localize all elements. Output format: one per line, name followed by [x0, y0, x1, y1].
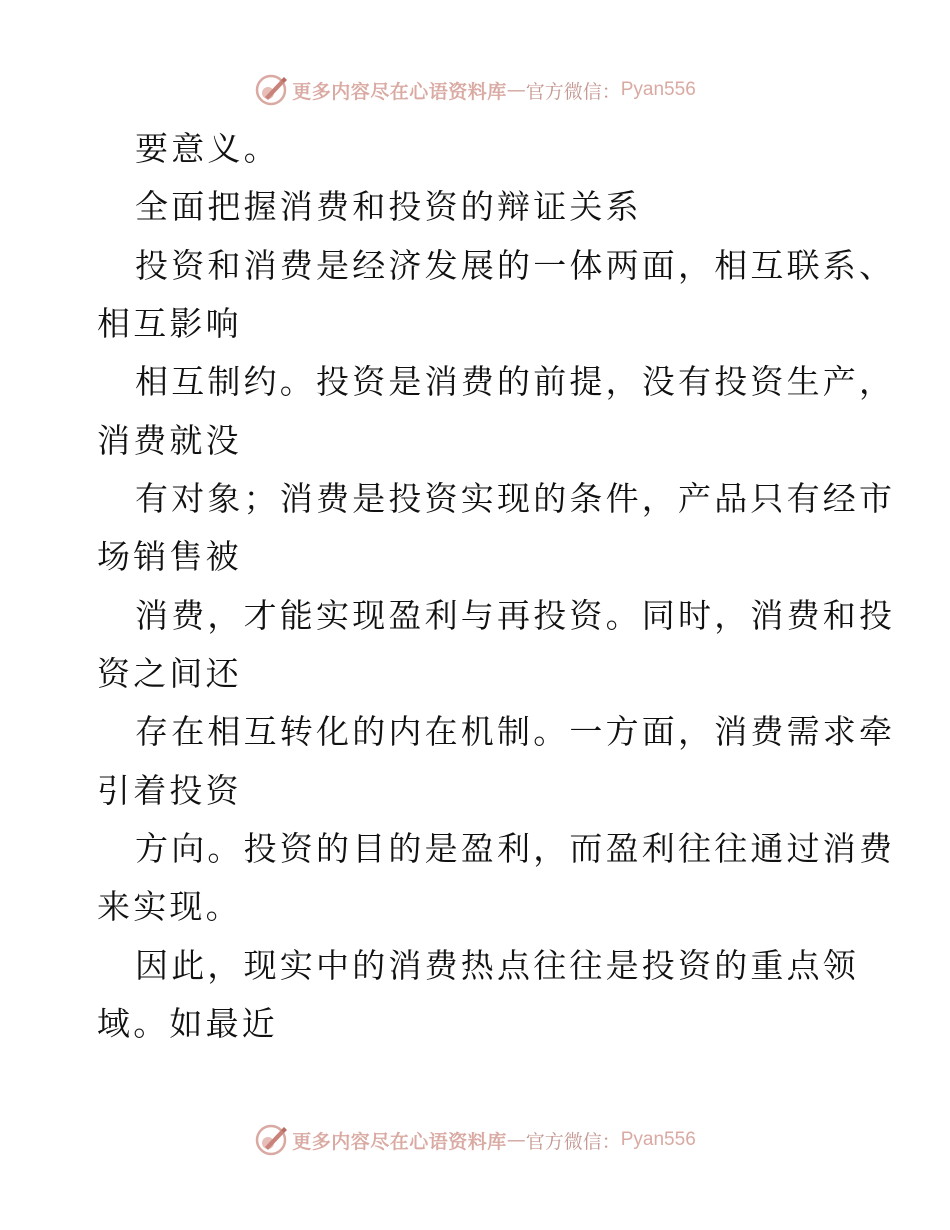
body-line-15: 因此，现实中的消费热点往往是投资的重点领	[135, 946, 859, 985]
header-watermark	[0, 70, 950, 110]
footer-wechat-label: 官方微信：	[525, 1130, 621, 1153]
body-line-5: 相互制约。投资是消费的前提，没有投资生产，	[135, 362, 896, 401]
footer-wechat-id: Pyan556	[620, 1129, 696, 1150]
footer-watermark-dash: —	[506, 1129, 526, 1151]
body-line-12: 引着投资	[97, 771, 242, 810]
header-watermark-text: 更多内容尽在心语资料库	[292, 80, 507, 103]
body-line-2: 全面把握消费和投资的辩证关系	[135, 187, 642, 226]
body-line-1: 要意义。	[135, 129, 280, 168]
header-wechat-label: 官方微信：	[525, 80, 621, 103]
body-line-10: 资之间还	[97, 654, 242, 693]
body-line-9: 消费，才能实现盈利与再投资。同时，消费和投	[135, 596, 896, 635]
body-line-7: 有对象；消费是投资实现的条件，产品只有经市	[135, 479, 896, 518]
body-line-11: 存在相互转化的内在机制。一方面，消费需求牵	[135, 712, 896, 751]
footer-watermark-text: 更多内容尽在心语资料库	[292, 1130, 507, 1153]
header-wechat-id: Pyan556	[620, 79, 696, 100]
body-line-4: 相互影响	[97, 304, 242, 343]
pen-logo-icon	[254, 73, 288, 107]
pen-logo-icon	[254, 1123, 288, 1157]
body-line-3: 投资和消费是经济发展的一体两面，相互联系、	[135, 246, 896, 285]
body-line-13: 方向。投资的目的是盈利，而盈利往往通过消费	[135, 829, 896, 868]
header-watermark-dash: —	[506, 79, 526, 101]
body-line-6: 消费就没	[97, 421, 242, 460]
body-line-14: 来实现。	[97, 887, 242, 926]
footer-watermark	[0, 1120, 950, 1160]
body-line-8: 场销售被	[97, 537, 242, 576]
body-line-16: 域。如最近	[97, 1004, 278, 1043]
